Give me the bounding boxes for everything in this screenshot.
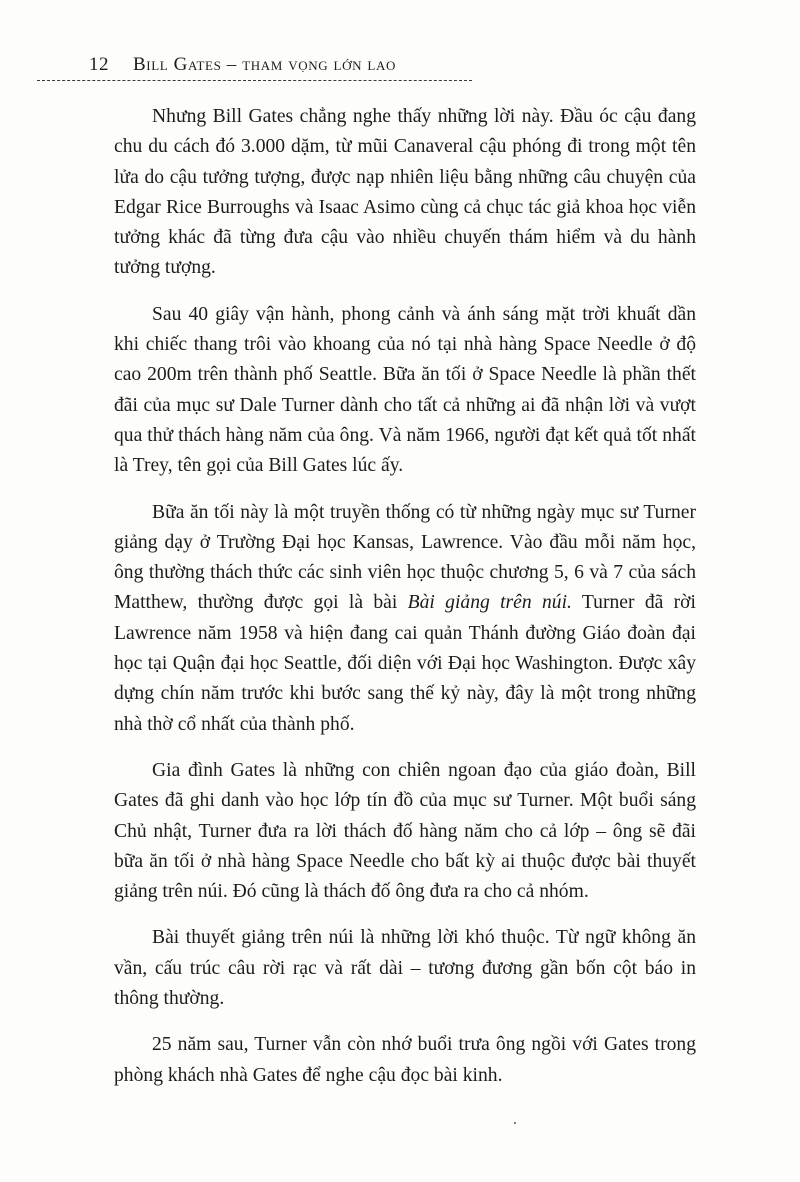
running-title: Bill Gates – tham vọng lớn lao (133, 54, 396, 75)
paragraph (114, 498, 696, 740)
body-text (114, 102, 696, 1107)
paragraph-text: Bữa ăn tối này là một truyền thống có từ những ngày mục sư Turner giảng dạy ở Trường Đại học Kansas, Lawrence. Vào đầu mỗi năm học, ông thường thách thức các sinh viên học thuộc chương 5, 6 và 7 của sách Matthew, thường được gọi là bài (114, 501, 696, 614)
paragraph: Nhưng Bill Gates chẳng nghe thấy những lời này. Đầu óc cậu đang chu du cách đó 3.000 dặm, từ mũi Canaveral cậu phóng đi trong một tên lửa do cậu tưởng tượng, được nạp nhiên liệu bằng những câu chuyện của Edgar Rice Burroughs và Isaac Asimo cùng cả chục tác giả khoa học viễn tưởng khác đã từng đưa cậu vào nhiều chuyến thám hiểm và du hành tưởng tượng. (114, 106, 696, 279)
page-number: 12 (89, 54, 109, 75)
paragraph: 25 năm sau, Turner vẫn còn nhớ buổi trưa ông ngồi với Gates trong phòng khách nhà Gates để nghe cậu đọc bài kinh. (114, 1034, 696, 1086)
paragraph: Sau 40 giây vận hành, phong cảnh và ánh sáng mặt trời khuất dần khi chiếc thang trôi vào khoang của nó tại nhà hàng Space Needle ở độ cao 200m trên thành phố Seattle. Bữa ăn tối ở Space Needle là phần thết đãi của mục sư Dale Turner dành cho tất cả những ai đã nhận lời và vượt qua thử thách hàng năm của ông. Và năm 1966, người đạt kết quả tốt nhất là Trey, tên gọi của Bill Gates lúc ấy. (114, 303, 696, 477)
paragraph-text: Turner đã rời Lawrence năm 1958 và hiện đang cai quản Thánh đường Giáo đoàn đại học tại Quận đại học Seattle, đối diện với Đại học Washington. Được xây dựng chín năm trước khi bước sang thế kỷ này, đây là một trong những nhà thờ cổ nhất của thành phố. (114, 592, 696, 735)
italic-title: Bài giảng trên núi. (407, 592, 572, 614)
header-divider (37, 80, 472, 81)
paragraph: Bài thuyết giảng trên núi là những lời khó thuộc. Từ ngữ không ăn vần, cấu trúc câu rời rạc và rất dài – tương đương gần bốn cột báo in thông thường. (114, 927, 696, 1010)
paragraph: Gia đình Gates là những con chiên ngoan đạo của giáo đoàn, Bill Gates đã ghi danh vào học lớp tín đồ của mục sư Turner. Một buổi sáng Chủ nhật, Turner đưa ra lời thách đố hàng năm cho cả lớp – ông sẽ đãi bữa ăn tối ở nhà hàng Space Needle cho bất kỳ ai thuộc được bài thuyết giảng trên núi. Đó cũng là thách đố ông đưa ra cho cả nhóm. (114, 759, 696, 903)
ink-speck (514, 1122, 516, 1124)
running-header (37, 50, 472, 86)
